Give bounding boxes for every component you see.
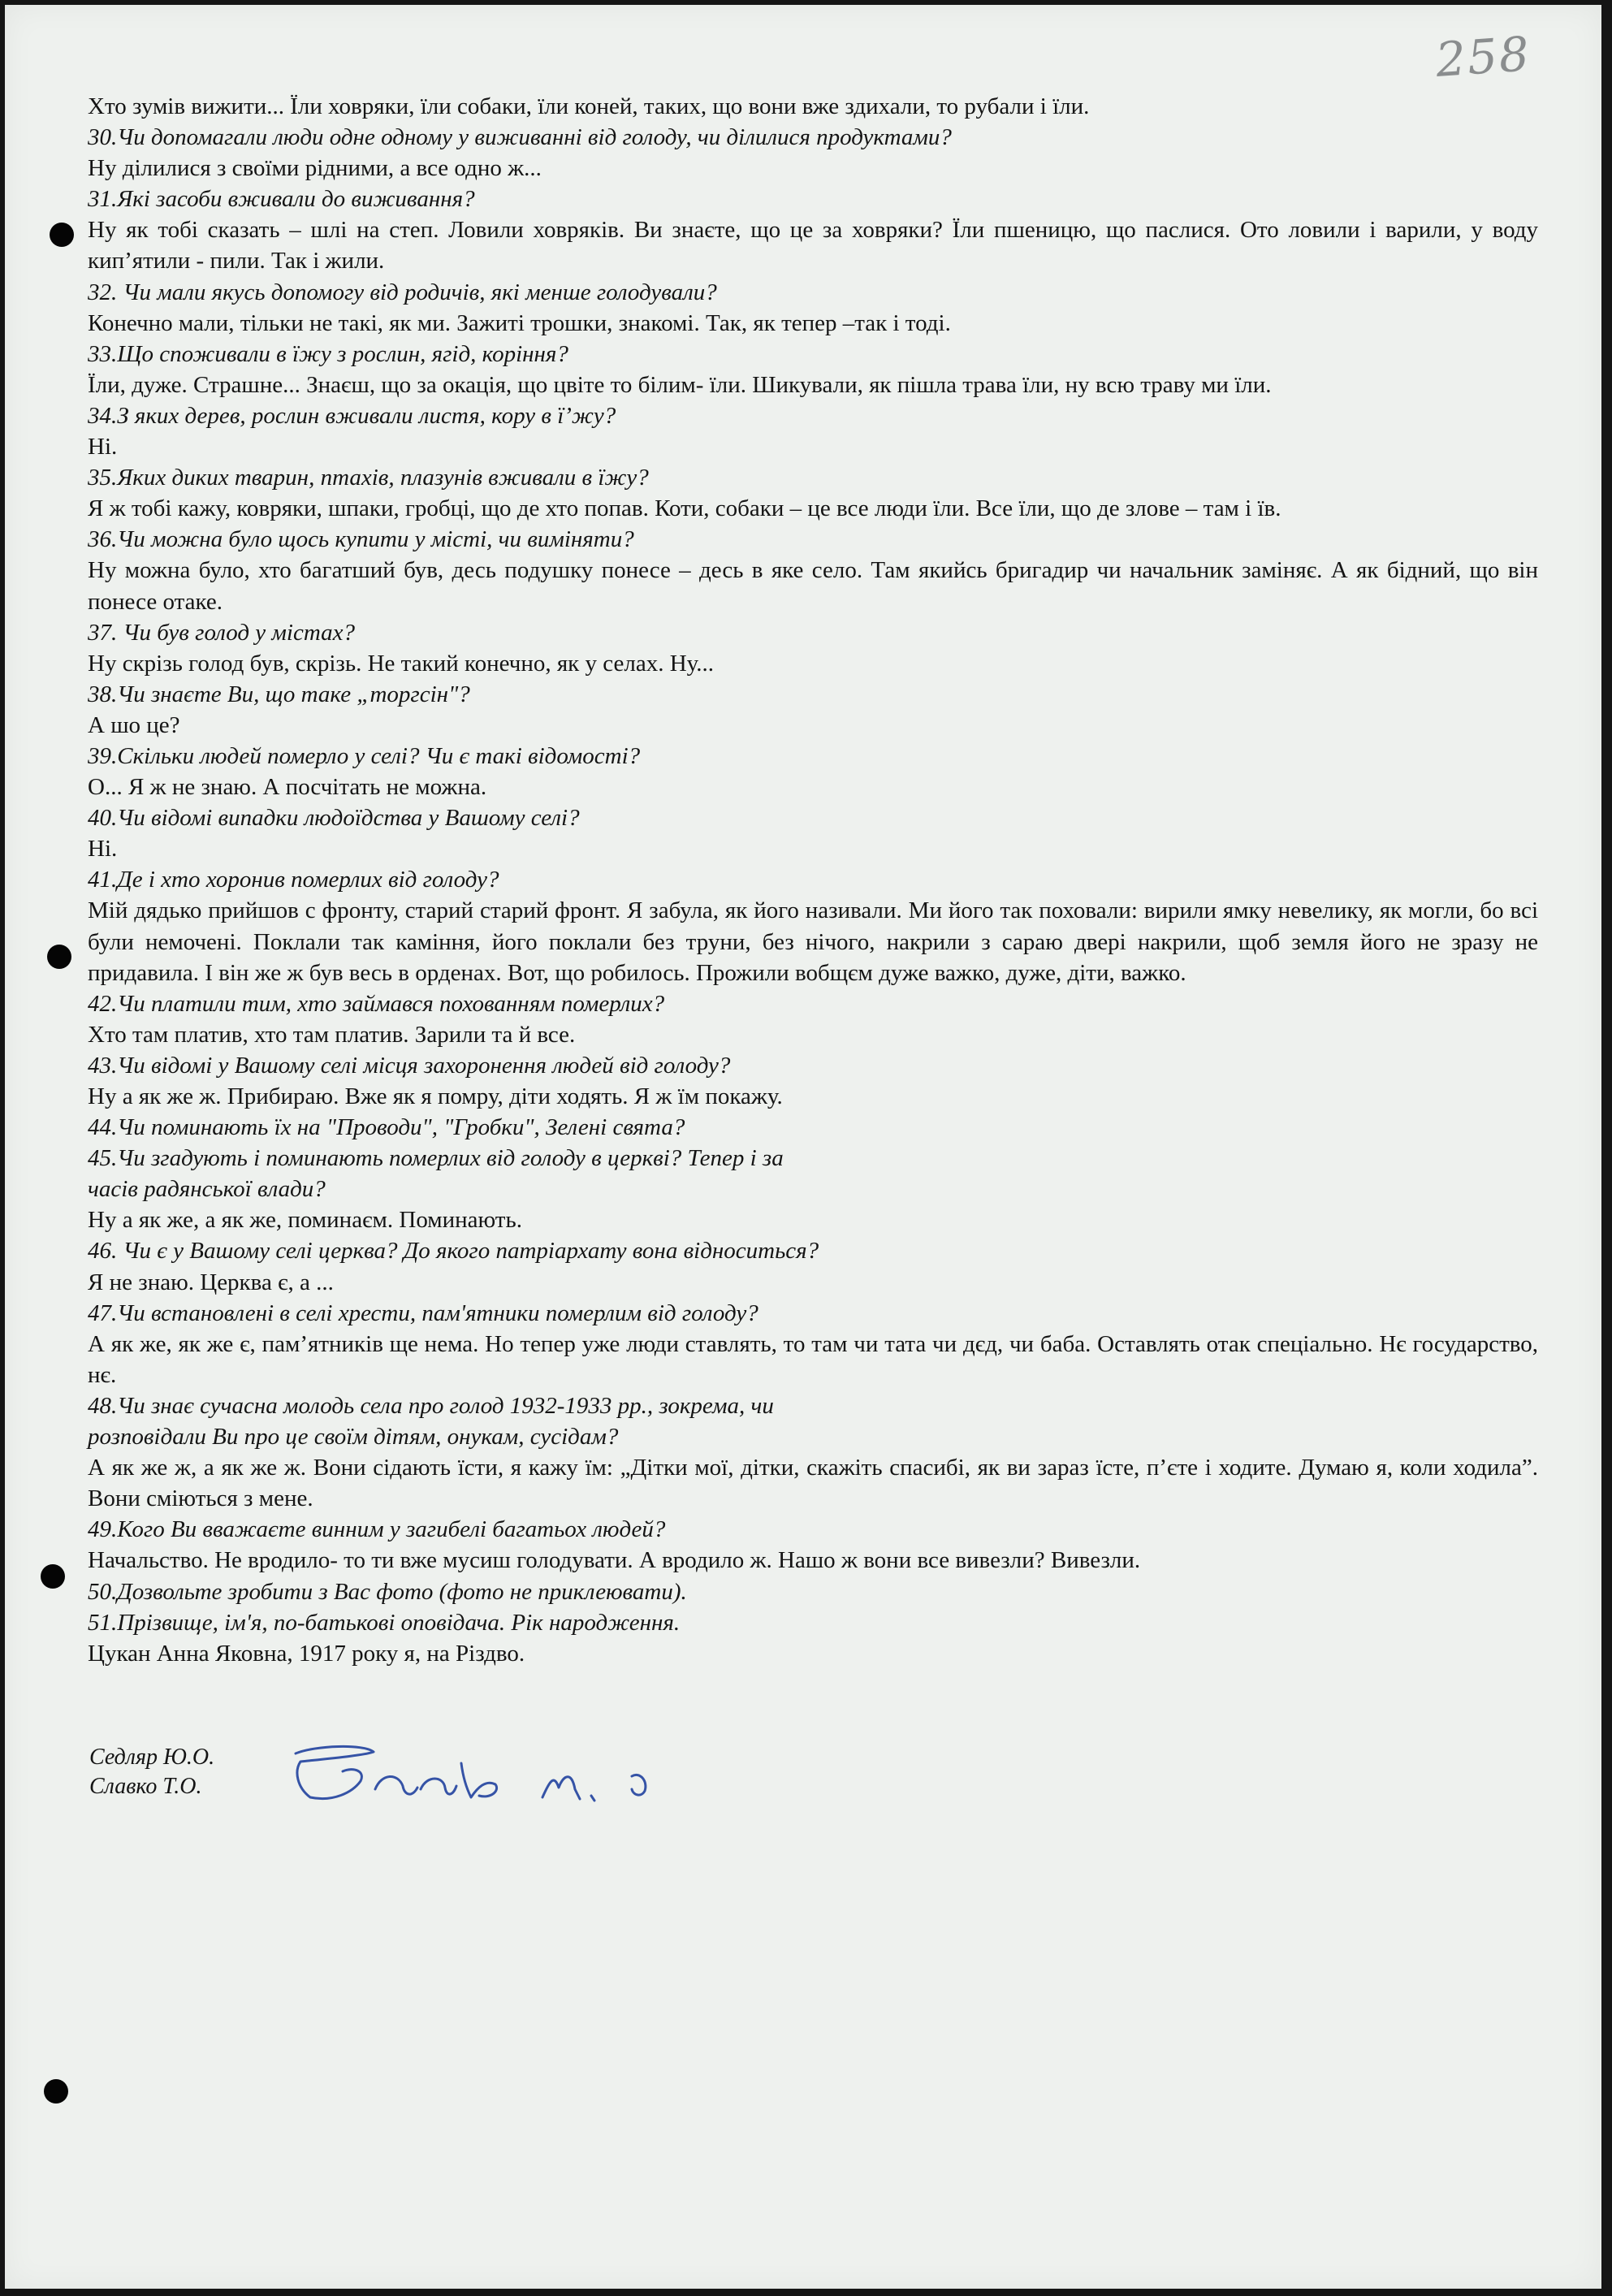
question-line: 37. Чи був голод у містах?	[88, 619, 355, 646]
question-line: 38.Чи знаєте Ви, що таке „торгсін"?	[88, 681, 470, 707]
answer-line: Хто зумів вижити... Їли ховряки, їли собаки, їли коней, таких, що вони вже здихали, то рубали і їли.	[88, 93, 1090, 119]
question-line: 49.Кого Ви вважаєте винним у загибелі багатьох людей?	[88, 1516, 666, 1543]
question-line: 51.Прізвище, ім'я, по-батькові оповідача. Рік народження.	[88, 1609, 681, 1636]
answer-line: А шо це?	[88, 711, 180, 738]
question-line: 48.Чи знає сучасна молодь села про голод 1932-1933 рр., зокрема, чи	[88, 1392, 774, 1419]
question-line: 47.Чи встановлені в селі хрести, пам'ятники померлим від голоду?	[88, 1299, 758, 1326]
question-line: 40.Чи відомі випадки людоїдства у Вашому селі?	[88, 805, 580, 832]
answer-paragraph: Мій дядько прийшов с фронту, старий старий фронт. Я забула, як його називали. Ми його так поховали: вирили ямку невелику, як могли, бо всі були немочені. Поклали так каміння, його поклали без труни, без нічого, накрили з сараю двері накрили, щоб земля його не зразу не придавила. І він же ж був весь в орденах. Вот, що робилось. Прожили вобщєм дуже важко, дуже, діти, важко.	[88, 897, 1538, 986]
signature-stroke	[591, 1796, 594, 1801]
answer-line: Ні.	[88, 836, 118, 863]
handwritten-signature	[291, 1739, 713, 1828]
question-line: 39.Скільки людей померло у селі? Чи є такі відомості?	[88, 742, 641, 769]
answer-line: Їли, дуже. Страшне... Знаєш, що за окація, що цвіте то білим- їли. Шикували, як пішла трава їли, ну всю траву ми їли.	[88, 371, 1272, 398]
answer-line: Я ж тобі кажу, ковряки, шпаки, гробці, що де хто попав. Коти, собаки – це все люди їли. Все їли, що де злове – там і їв.	[88, 495, 1281, 522]
question-line: 45.Чи згадують і поминають померлих від голоду в церкві? Тепер і за	[88, 1145, 784, 1172]
answer-line: Ну а як же ж. Прибираю. Вже як я помру, діти ходять. Я ж їм покажу.	[88, 1083, 783, 1109]
page-number: 258	[1433, 26, 1532, 88]
question-line: часів радянської влади?	[88, 1176, 326, 1203]
document-body	[88, 91, 1538, 1669]
answer-line: Ну ділилися з своїми рідними, а все одно ж...	[88, 155, 542, 182]
question-line: 42.Чи платили тим, хто займався похованням померлих?	[88, 990, 665, 1017]
question-line: 31.Які засоби вживали до виживання?	[88, 186, 475, 213]
question-line: 43.Чи відомі у Вашому селі місця захоронення людей від голоду?	[88, 1052, 731, 1079]
punch-hole	[44, 2079, 68, 2104]
answer-line: Ну скрізь голод був, скрізь. Не такий конечно, як у селах. Ну...	[88, 650, 715, 677]
answer-paragraph: Ну як тобі сказать – шлі на степ. Ловили ховряків. Ви знаєте, що це за ховряки? Їли пшеницю, що паслися. Ото ловили і варили, у воду кип’ятили - пили. Так і жили.	[88, 217, 1538, 275]
question-line: 34.З яких дерев, рослин вживали листя, кору в ї’жу?	[88, 402, 616, 429]
signature-stroke	[296, 1746, 374, 1798]
interviewer-name: Славко Т.О.	[89, 1774, 202, 1799]
question-line: 44.Чи поминають їх на "Проводи", "Гробки", Зелені свята?	[88, 1114, 685, 1141]
question-line: 35.Яких диких тварин, птахів, плазунів вживали в їжу?	[88, 465, 649, 491]
answer-line: Ну а як же, а як же, поминаєм. Поминають.	[88, 1207, 522, 1234]
question-line: 36.Чи можна було щось купити у місті, чи виміняти?	[88, 526, 634, 553]
question-line: 32. Чи мали якусь допомогу від родичів, які менше голодували?	[88, 279, 717, 305]
interviewer-name: Седляр Ю.О.	[89, 1745, 215, 1770]
document-page	[5, 5, 1601, 2289]
punch-hole	[41, 1564, 65, 1589]
answer-paragraph: А як же, як же є, пам’ятників ще нема. Но тепер уже люди ставлять, то там чи тата чи дєд, чи баба. Оставлять отак спеціально. Нє государство, нє.	[88, 1330, 1538, 1388]
answer-line: Цукан Анна Яковна, 1917 року я, на Різдво.	[88, 1640, 525, 1667]
punch-hole	[47, 945, 71, 969]
answer-paragraph: Ну можна було, хто багатший був, десь подушку понесе – десь в яке село. Там якийсь бригадир чи начальник заміняє. А як бідний, що він понесе отаке.	[88, 557, 1538, 615]
answer-paragraph: А як же ж, а як же ж. Вони сідають їсти, я кажу їм: „Дітки мої, дітки, скажіть спасибі, як ви зараз їсте, п’єте і ходите. Думаю я, коли ходила”. Вони сміються з мене.	[88, 1455, 1538, 1512]
punch-hole	[50, 223, 74, 247]
question-line: 41.Де і хто хоронив померлих від голоду?	[88, 867, 499, 893]
question-line: 33.Що споживали в їжу з рослин, ягід, коріння?	[88, 340, 568, 367]
interviewer-names	[89, 1743, 214, 1801]
signature-stroke	[421, 1779, 456, 1794]
answer-line: Начальство. Не вродило- то ти вже мусиш голодувати. А вродило ж. Нашо ж вони все вивезли? Вивезли.	[88, 1547, 1141, 1574]
answer-line: Хто там платив, хто там платив. Зарили та й все.	[88, 1021, 576, 1048]
answer-line: Ні.	[88, 434, 118, 460]
signature-stroke	[375, 1776, 417, 1794]
answer-line: Я не знаю. Церква є, а ...	[88, 1269, 334, 1295]
signature-stroke	[542, 1777, 580, 1799]
signature-stroke	[632, 1775, 646, 1795]
answer-line: Конечно мали, тільки не такі, як ми. Зажиті трошки, знакомі. Так, як тепер –так і тоді.	[88, 309, 951, 336]
question-line: 46. Чи є у Вашому селі церква? До якого патріархату вона відноситься?	[88, 1238, 819, 1265]
question-line: 30.Чи допомагали люди одне одному у виживанні від голоду, чи ділилися продуктами?	[88, 124, 952, 151]
question-line: розповідали Ви про це своїм дітям, онукам, сусідам?	[88, 1424, 619, 1451]
question-line: 50.Дозвольте зробити з Вас фото (фото не приклеювати).	[88, 1578, 687, 1605]
signature-stroke	[461, 1763, 497, 1797]
answer-line: О... Я ж не знаю. А посчітать не можна.	[88, 774, 487, 801]
